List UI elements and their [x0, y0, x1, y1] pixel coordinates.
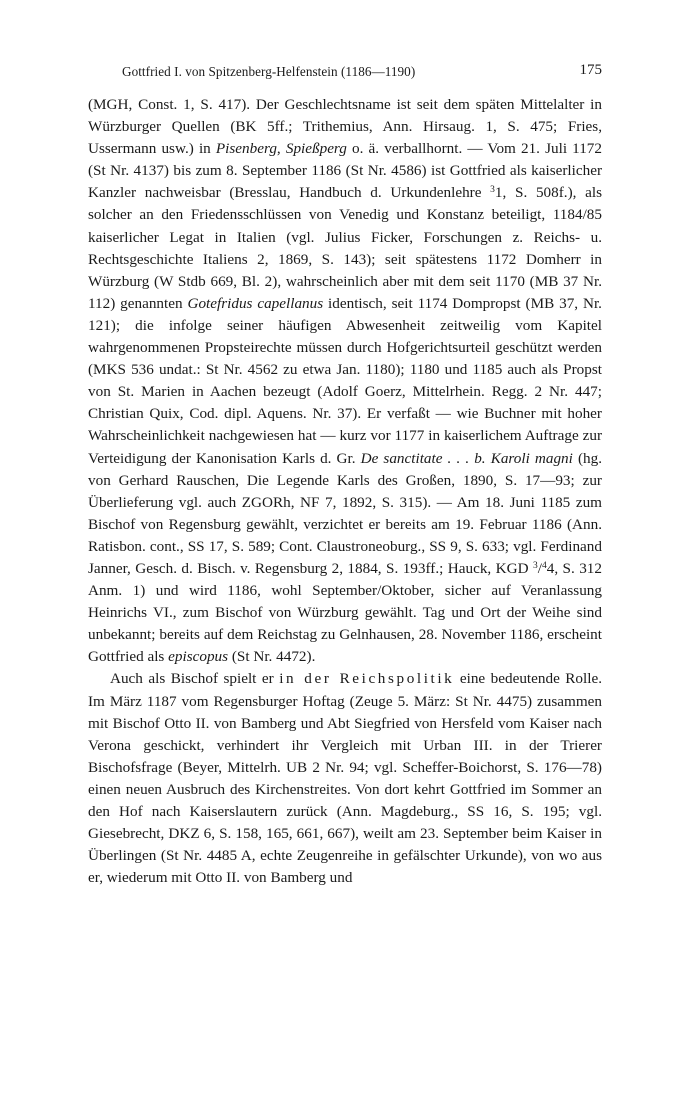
text-run: 4, S. 312 Anm. 1) und wird 1186, wohl September/Oktober, sicher auf Veranlassung Heinrichs VI., zum Bischof von Würzburg gewählt. Tag und Ort der Weihe sind unbekannt; bereits auf dem Reichstag zu Gelnhausen, 28. November 1186, erscheint Gottfried als: [88, 559, 602, 666]
page-number: 175: [579, 62, 602, 78]
italic-text: Pisenberg: [215, 140, 277, 158]
superscript: 3: [532, 560, 538, 571]
superscript: 4: [541, 560, 547, 571]
italic-text: De sanctitate . . . b. Karoli magni: [360, 449, 573, 467]
superscript: 3: [490, 185, 495, 196]
text-run: /: [537, 559, 542, 577]
italic-text: Spießperg: [285, 140, 347, 158]
italic-text: Gotefridus capellanus: [187, 294, 324, 312]
text-run: (St Nr. 4472).: [228, 648, 316, 666]
text-run: eine bedeutende Rolle. Im März 1187 vom Regensburger Hoftag (Zeuge 5. März: St Nr. 4475) zusammen mit Bischof Otto II. von Bamberg und Abt Siegfried von Hersfeld vom Kaiser nach Verona geschickt, verhindert ihr Vergleich mit Urban III. in der Trierer Bischofsfrage (Beyer, Mittelrh. UB 2 Nr. 94; vgl. Scheffer-Boichorst, S. 176—78) einen neuen Ausbruch des Kirchenstreites. Von dort kehrt Gottfried im Sommer an den Hof nach Kaiserslautern zurück (Ann. Magdeburg., SS 16, S. 195; vgl. Giesebrecht, DKZ 6, S. 158, 165, 661, 667), weilt am 23. September beim Kaiser in Überlingen (St Nr. 4485 A, echte Zeugenreihe in gefälschter Urkunde), von wo aus er, wiederum mit Otto II. von Bamberg und: [88, 670, 602, 887]
body-text: [88, 94, 602, 889]
text-run: (MGH, Const. 1, S. 417). Der Geschlechtsname ist seit dem späten Mittelalter in Würzburger Quellen (BK 5ff.; Trithemius, Ann. Hirsaug. 1, S. 475; Fries, Ussermann usw.) in: [88, 96, 602, 158]
text-run: ,: [276, 140, 286, 158]
italic-text: episcopus: [168, 648, 229, 666]
running-title: Gottfried I. von Spitzenberg-Helfenstein (1186—1190): [122, 64, 416, 79]
text-run: (hg. von Gerhard Rauschen, Die Legende Karls des Großen, 1890, S. 17—93; zur Überlieferung vgl. auch ZGORh, NF 7, 1892, S. 315). — Am 18. Juni 1185 zum Bischof von Regensburg gewählt, verzichtet er bereits am 19. Februar 1186 (Ann. Ratisbon. cont., SS 17, S. 589; Cont. Claustroneoburg., SS 9, S. 633; vgl. Ferdinand Janner, Gesch. d. Bisch. v. Regensburg 2, 1884, S. 193ff.; Hauck, KGD: [88, 449, 602, 577]
text-run: o. ä. verballhornt. — Vom 21. Juli 1172 (St Nr. 4137) bis zum 8. September 1186 (St Nr. 4586) ist Gottfried als kaiserlicher Kanzler nachweisbar (Bresslau, Handbuch d. Urkundenlehre: [88, 140, 602, 202]
spaced-text: in der Reichspolitik: [279, 670, 455, 688]
paragraph: [88, 94, 602, 668]
text-run: identisch, seit 1174 Dompropst (MB 37, Nr. 121); die infolge seiner häufigen Abwesenheit zeitweilig vom Kapitel wahrgenommenen Propsteirechte müssen durch Hofgerichtsurteil geschützt werden (MKS 536 undat.: St Nr. 4562 zu etwa Jan. 1180); 1180 und 1185 auch als Propst von St. Marien in Aachen bezeugt (Adolf Goerz, Mittelrhein. Regg. 2 Nr. 447; Christian Quix, Cod. dipl. Aquens. Nr. 37). Er verfaßt — wie Buchner mit hoher Wahrscheinlichkeit nachgewiesen hat — kurz vor 1177 in kaiserlichem Auftrage zur Verteidigung der Kanonisation Karls d. Gr.: [88, 294, 602, 467]
paragraph: [88, 668, 602, 889]
text-run: Auch als Bischof spielt er: [110, 670, 280, 688]
running-head: [88, 62, 602, 84]
text-run: 1, S. 508f.), als solcher an den Friedensschlüssen von Venedig und Konstanz beteiligt, 1184/85 kaiserlicher Legat in Italien (vgl. Julius Ficker, Forschungen z. Reichs- u. Rechtsgeschichte Italiens 2, 1869, S. 143); seit spätestens 1172 Domherr in Würzburg (W Stdb 669, Bl. 2), wahrscheinlich aber mit dem seit 1170 (MB 37 Nr. 112) genannten: [88, 184, 602, 312]
book-page: [88, 62, 602, 889]
